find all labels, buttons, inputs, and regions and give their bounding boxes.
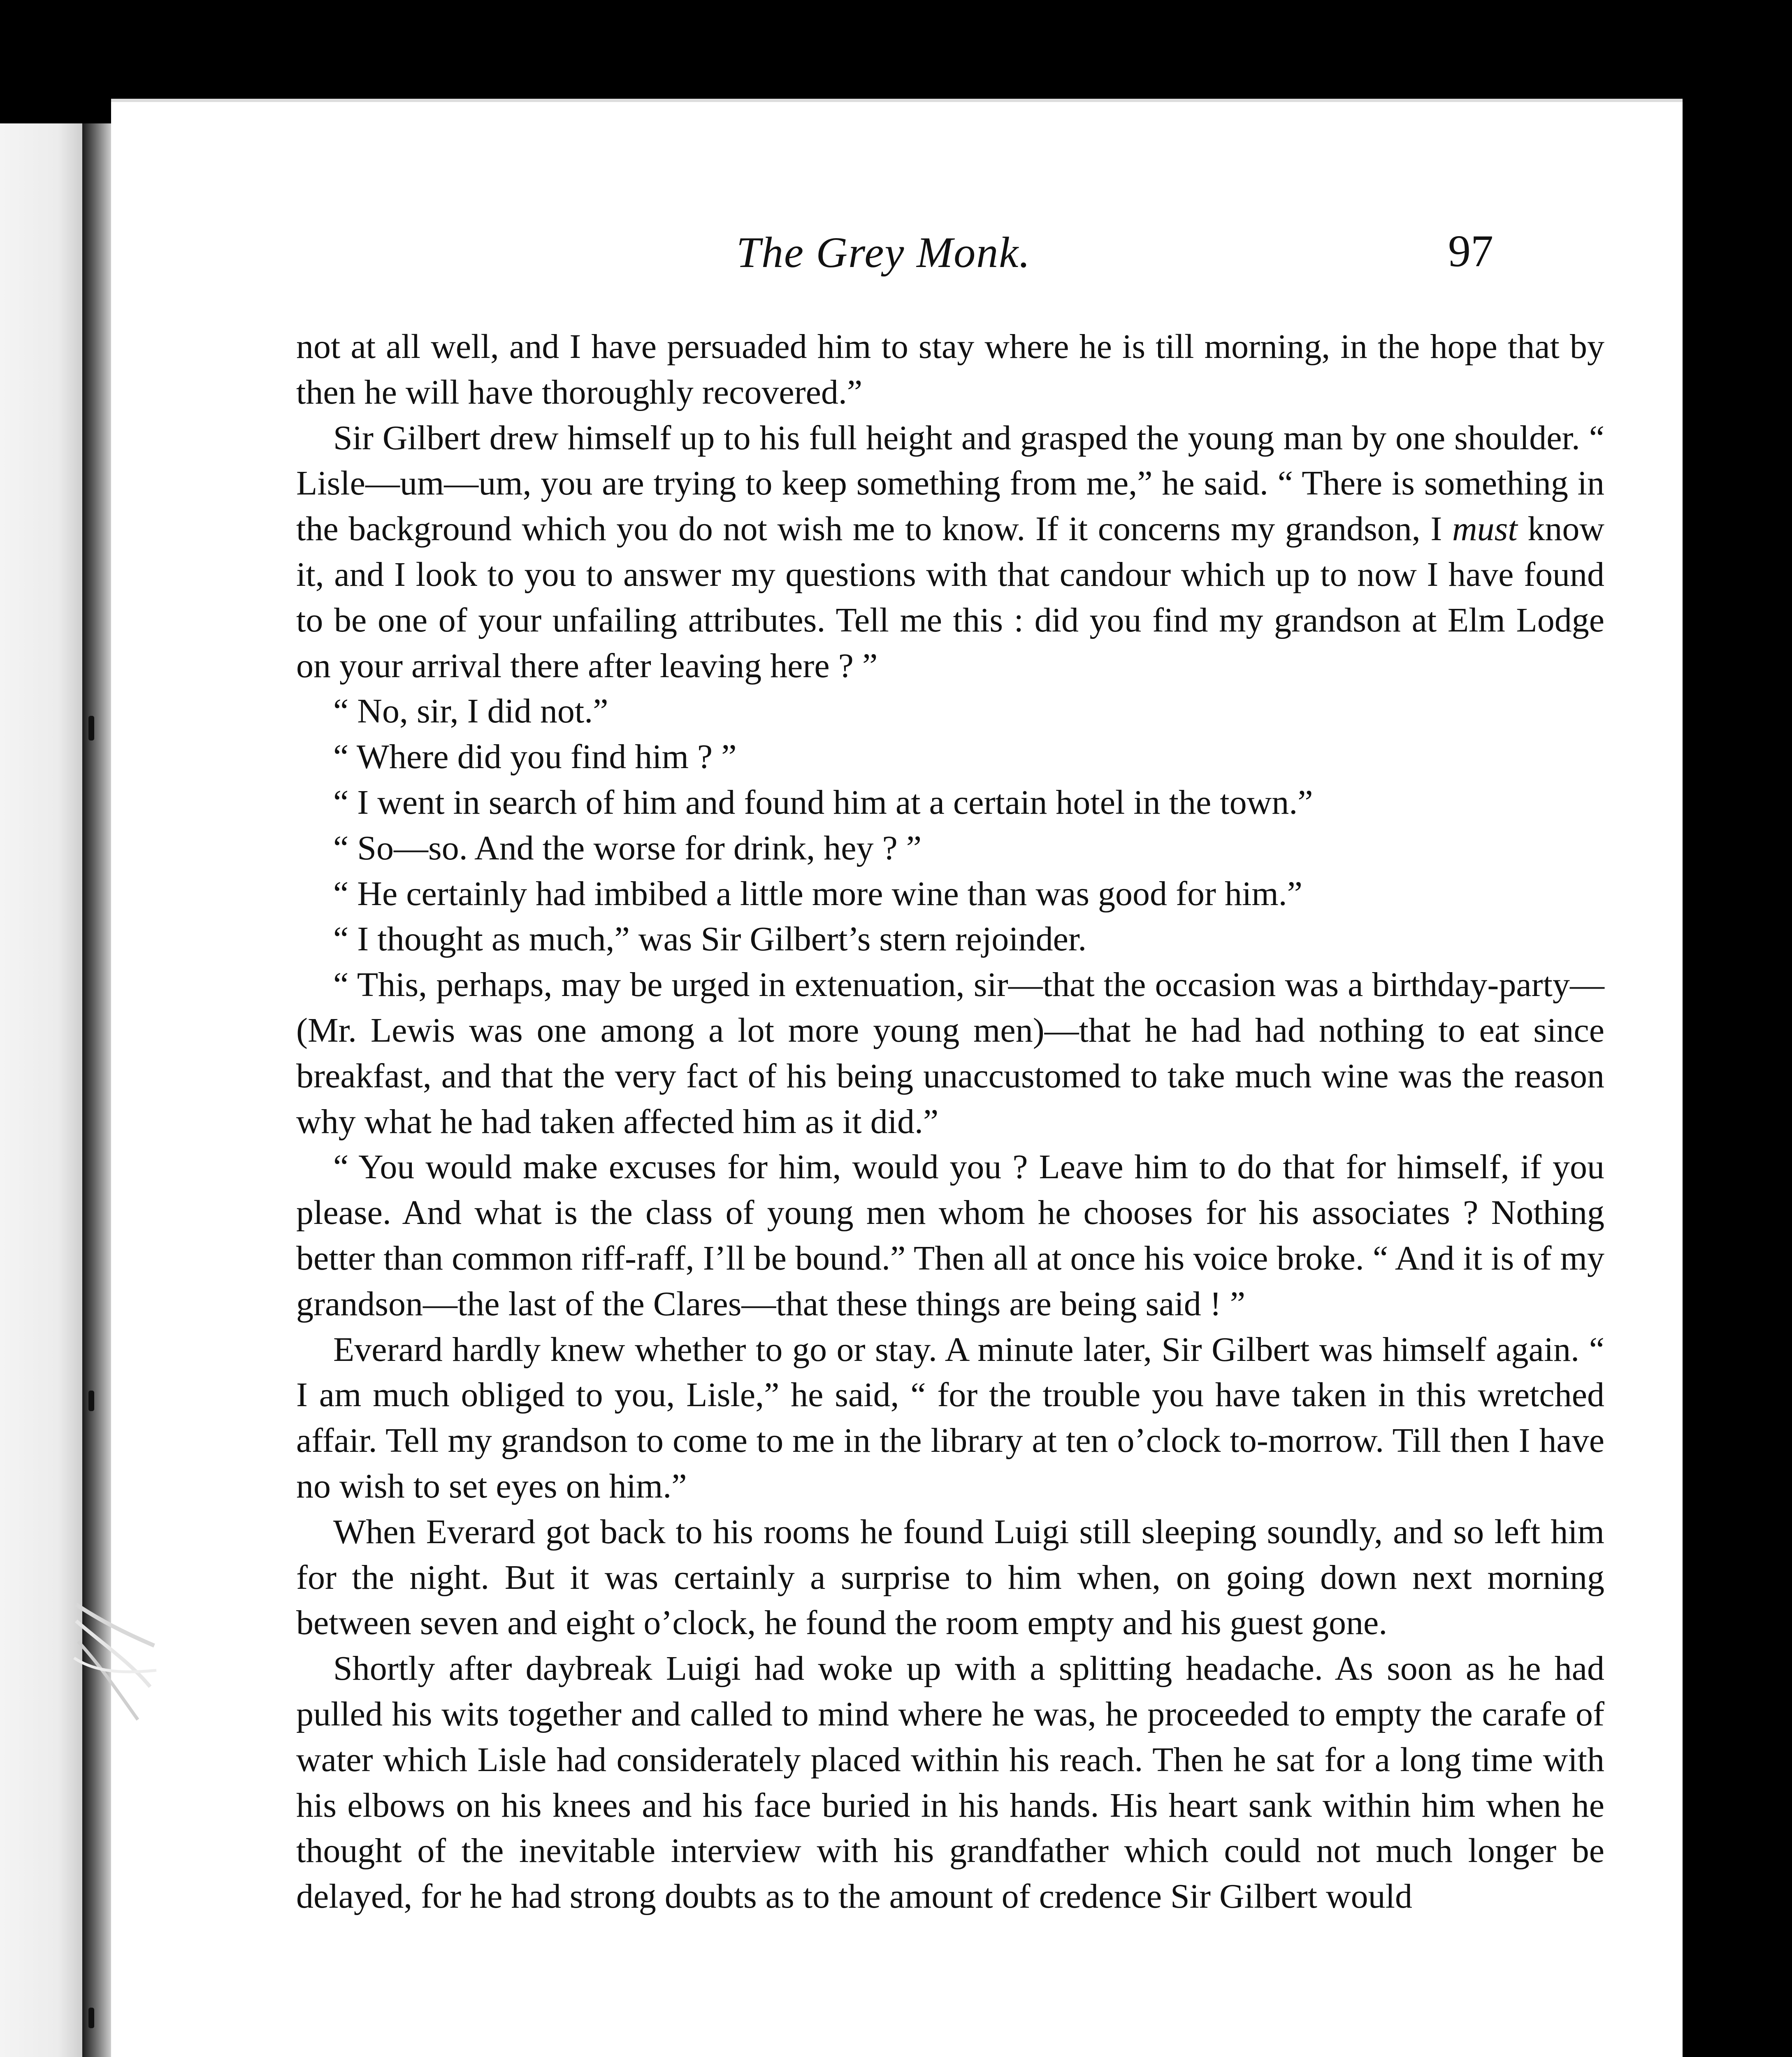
binding-mark: [88, 1391, 94, 1411]
paragraph: “ This, perhaps, may be urged in extenuation, sir—that the occasion was a birthday-party—(Mr. Lewis was one among a lot more young men)—that he had had nothing to eat since breakfast, and that the very fact of his being unaccustomed to take much wine was the reason why what he had taken affected him as it did.”: [296, 966, 1604, 1141]
paragraph: When Everard got back to his rooms he found Luigi still sleeping soundly, and so left him for the night. But it was certainly a surprise to him when, on going down next morning between seven and eight o’clock, he found the room empty and his guest gone.: [296, 1512, 1604, 1642]
paragraph: “ I thought as much,” was Sir Gilbert’s stern rejoinder.: [333, 920, 1087, 959]
binding-thread: [68, 1596, 158, 1732]
paragraph: “ No, sir, I did not.”: [333, 692, 608, 731]
book-page: [111, 99, 1683, 2057]
binding-mark: [88, 716, 94, 741]
paragraph: Everard hardly knew whether to go or stay. A minute later, Sir Gilbert was himself again. “ I am much obliged to you, Lisle,” he said, “ for the trouble you have taken in this wretched affair. Tell my grandson to come to me in the library at ten o’clock to-morrow. Till then I have no wish to set eyes on him.”: [296, 1330, 1604, 1505]
paragraph: “ He certainly had imbibed a little more wine than was good for him.”: [333, 874, 1302, 913]
paragraph: Sir Gilbert drew himself up to his full height and grasped the young man by one shoulder. “ Lisle—um—um, you are trying to keep something from me,” he said. “ There is something in the background which you do not wish me to know. If it concerns my grandson, I must know it, and I look to you to answer my questions with that candour which up to now I have found to be one of your unfailing attributes. Tell me this : did you find my grandson at Elm Lodge on your arrival there after leaving here ? ”: [296, 418, 1604, 685]
paragraph: “ Where did you find him ? ”: [333, 738, 737, 776]
facing-page-edge: [0, 123, 88, 2057]
body-text: [296, 324, 1604, 1920]
paragraph: “ I went in search of him and found him at a certain hotel in the town.”: [333, 783, 1313, 822]
paragraph: “ You would make excuses for him, would you ? Leave him to do that for himself, if you please. And what is the class of young men whom he chooses for his associates ? Nothing better than common riff-raff, I’ll be bound.” Then all at once his voice broke. “ And it is of my grandson—the last of the Clares—that these things are being said ! ”: [296, 1148, 1604, 1323]
running-title: The Grey Monk.: [736, 228, 1031, 276]
binding-mark: [88, 2008, 94, 2028]
paragraph: “ So—so. And the worse for drink, hey ? ”: [333, 829, 922, 867]
page-number: 97: [1448, 226, 1493, 276]
page-header: [111, 228, 1683, 293]
paragraph: Shortly after daybreak Luigi had woke up with a splitting headache. As soon as he had pulled his wits together and called to mind where he was, he proceeded to empty the carafe of water which Lisle had considerately placed within his reach. Then he sat for a long time with his elbows on his knees and his face buried in his hands. His heart sank within him when he thought of the inevitable interview with his grandfather which could not much longer be delayed, for he had strong doubts as to the amount of credence Sir Gilbert would: [296, 1649, 1604, 1916]
binding-gutter: [82, 123, 115, 2057]
paragraph: not at all well, and I have persuaded him to stay where he is till morning, in the hope that by then he will have thoroughly recovered.”: [296, 327, 1604, 411]
